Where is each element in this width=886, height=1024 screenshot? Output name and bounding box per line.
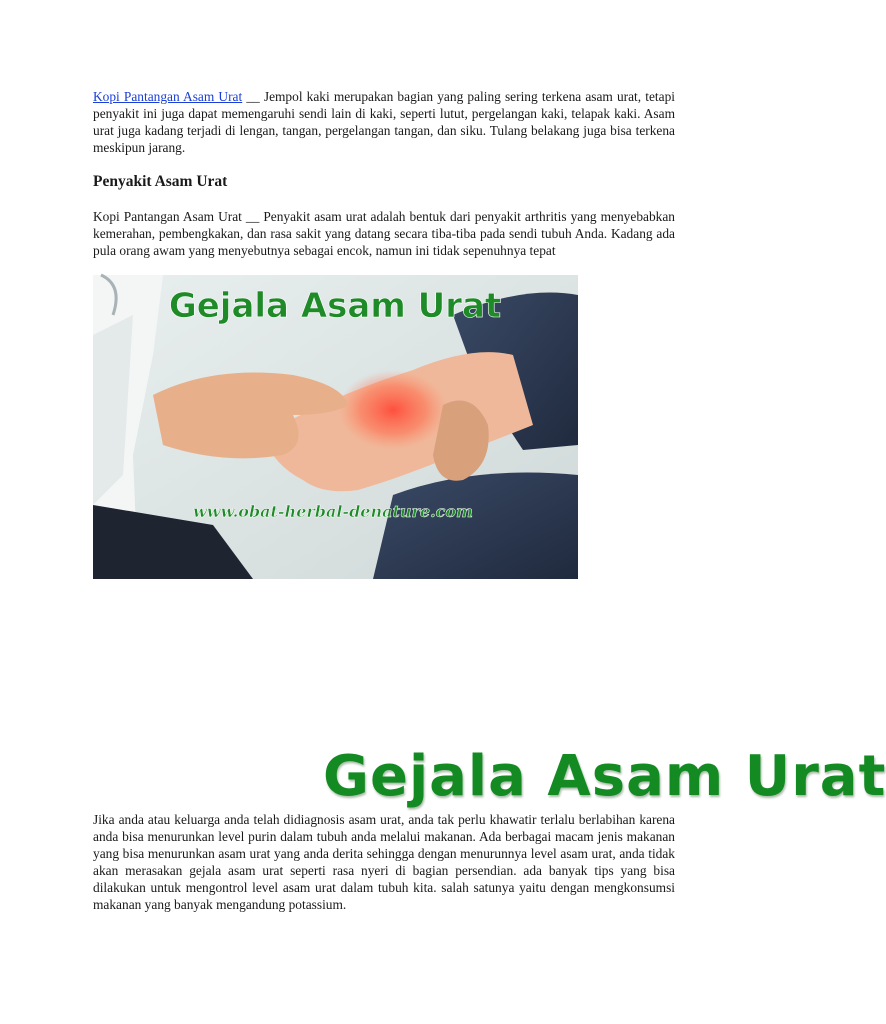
diet-paragraph: Jika anda atau keluarga anda telah didiagnosis asam urat, anda tak perlu khawatir terlalu berlabihan karena anda bisa menurunkan level purin dalam tubuh anda melalui makanan. Ada berbagai macam jenis makanan yang bisa menurunkan asam urat yang anda derita sehingga dengan menurunnya level asam urat, anda tidak akan merasakan gejala asam urat seperti rasa nyeri di bagian persendian. ada banyak tips yang bisa dilakukan untuk mengontrol level asam urat dalam tubuh kita. salah satunya yaitu dengan mengkonsumsi makanan yang banyak mengandung potassium.: [93, 812, 675, 912]
gout-foot-photo: [93, 275, 578, 579]
large-title-graphic: Gejala Asam Urat: [323, 744, 886, 809]
definition-paragraph: Kopi Pantangan Asam Urat __ Penyakit asam urat adalah bentuk dari penyakit arthritis yang menyebabkan kemerahan, pembengkakan, dan rasa sakit yang datang secara tiba-tiba pada sendi tubuh Anda. Kadang ada pula orang awam yang menyebutnya sebagai encok, namun ini tidak sepenuhnya tepat: [93, 209, 675, 258]
link-suffix: __: [242, 89, 260, 104]
intro-paragraph: [93, 88, 675, 156]
photo-watermark: www.obat-herbal-denature.com: [193, 502, 473, 521]
photo-title: Gejala Asam Urat: [168, 286, 502, 326]
section-heading: Penyakit Asam Urat: [93, 173, 228, 190]
photo-illustration: [93, 275, 578, 579]
intro-text: Jempol kaki merupakan bagian yang paling sering terkena asam urat, tetapi penyakit ini juga dapat memengaruhi sendi lain di kaki, seperti lutut, pergelangan kaki, telapak kaki. Asam urat juga kadang terjadi di lengan, tangan, pergelangan tangan, dan siku. Tulang belakang juga bisa terkena meskipun jarang.: [93, 89, 675, 155]
article-link[interactable]: Kopi Pantangan Asam Urat: [93, 89, 243, 104]
